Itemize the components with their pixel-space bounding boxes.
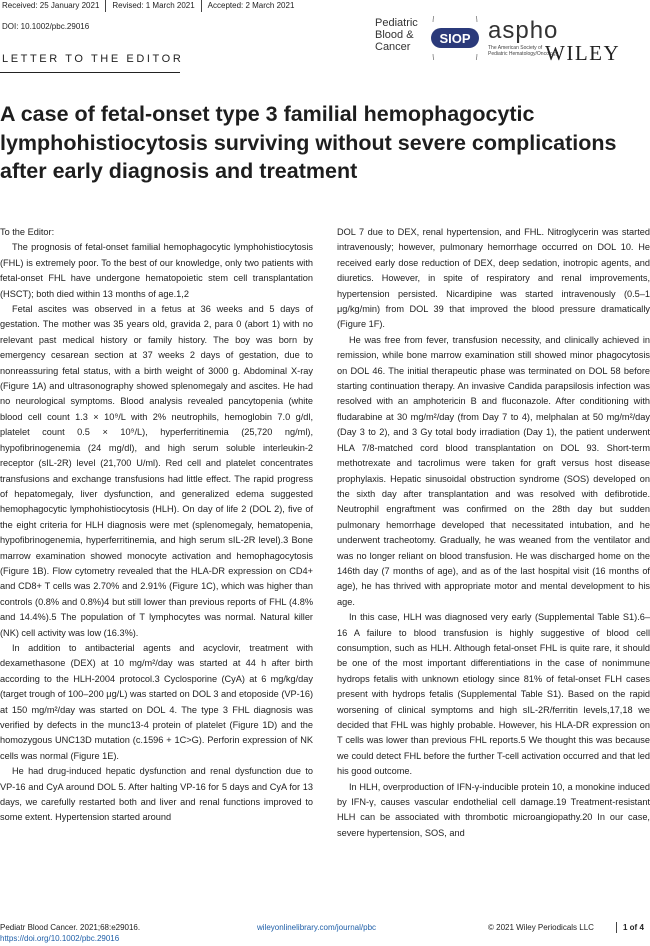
left-column [0, 225, 313, 826]
paragraph: The prognosis of fetal-onset familial hemophagocytic lymphohistiocytosis (FHL) is extremely poor. To the best of our knowledge, only two patients with fetal-onset FHL have undergone hematopoietic stem cell transplantation (HSCT); both died within 13 months of age.1,2 [0, 242, 313, 299]
paragraph: In addition to antibacterial agents and acyclovir, treatment with dexamethasone (DEX) at 10 mg/m²/day was started at 44 h after birth according to the HLH-2004 protocol.3 Cyclosporine (CyA) at 6 mg/kg/day (target trough of 100–200 μg/L) was started on DOL 3 and etoposide (VP-16) at 150 mg/m²/day was started on DOL 4. The type 3 FHL diagnosis was verified by defects in the munc13-4 protein of platelet (Figure 1D) and the homozygous UNC13D mutation (c.1596 + 1C>G). Perforin expression of NK cells was normal (Figure 1E). [0, 642, 313, 761]
footer-copyright: © 2021 Wiley Periodicals LLC [488, 923, 594, 932]
wiley-logo: WILEY [545, 41, 621, 65]
section-label: LETTER TO THE EDITOR [2, 53, 184, 65]
journal-logo-line: Cancer [375, 41, 411, 53]
aspho-subtitle-line: Pediatric Hematology/Oncology [488, 51, 559, 57]
manuscript-dates [0, 0, 300, 12]
footer-journal-link[interactable]: wileyonlinelibrary.com/journal/pbc [257, 923, 377, 932]
article-title: A case of fetal-onset type 3 familial hemophagocytic lymphohistiocytosis surviving without severe complications after early diagnosis and treatment [0, 102, 617, 183]
journal-logo-line: Pediatric [375, 17, 418, 29]
siop-logo-icon [429, 16, 481, 60]
salutation: To the Editor: [0, 227, 55, 237]
section-divider [0, 72, 180, 73]
paragraph: In this case, HLH was diagnosed very early (Supplemental Table S1).6–16 A failure to blood transfusion is highly suggestive of blood cell consumption, such as HLH. Although fetal-onset FHL is quite rare, it should be one of the most important differentiations in the case of nonimmune hydrops fetalis with unknown etiology since 81% of fetal-onset FLH cases present with hydrops fetalis (Supplemental Table S1). Based on the rapid worsening of clinical symptoms and high sIL-2R/ferritin levels,17,18 we decided that FHL was highly probable. However, his HLA-DR expression on T cells was lower than previous FHL reports.5 We thought this was because we could detect FHL before the further T-cell activation occurred and that led his good outcome. [337, 612, 650, 777]
journal-logo [375, 17, 418, 53]
footer-doi-link[interactable]: https://doi.org/10.1002/pbc.29016 [0, 934, 120, 943]
journal-logo-line: Blood & [375, 29, 414, 41]
paragraph: He had drug-induced hepatic dysfunction and renal dysfunction due to VP-16 and CyA around DOL 5. After halting VP-16 for 5 days and CyA for 13 days, we carefully restarted both and liver and renal functions improved to some extent. Hypertension started around [0, 766, 313, 823]
paragraph: In HLH, overproduction of IFN-γ-inducible protein 10, a monokine induced by IFN-γ, causes vascular endothelial cell damage.19 Treatment-resistant HLH can be associated with thrombotic microangiopathy.20 In our case, severe hypertension, SOS, and [337, 781, 650, 838]
received-date: Received: 25 January 2021 [0, 0, 106, 12]
paragraph: He was free from fever, transfusion necessity, and clinically achieved in remission, while bone marrow examination still showed minor phagocytosis on DOL 46. The initial therapeutic phase was terminated on DOL 58 before starting continuation therapy. An invasive Candida parapsilosis infection was resolved with an amphotericin B and fluconazole. After conditioning with fludarabine at 30 mg/m²/day (from Day 7 to 4), melphalan at 50 mg/m²/day (Day 3 to 2), and 3 Gy total body irradiation (Day 1), the patient underwent HLA 7/8-matched cord blood transplantation on DOL 93. Short-term methotrexate and tacrolimus were taken for graft versus host disease prophylaxis. Hepatic sinusoidal obstruction syndrome (SOS) developed on the sixth day after transplantation and was resolved with defibrotide. Neutrophil engraftment was confirmed on the 28th day but sudden pulmonary hemorrhage developed that necessitated intubation, and he underwent tracheotomy. Gradually, he was weaned from the ventilator and was no longer reliant on blood transfusion. He was discharged home on the 146th day (7 months of age), and as of the last hospital visit (16 months of age), he has thrived with appropriate motor and mental development to his age. [337, 334, 650, 607]
paragraph: DOL 7 due to DEX, renal hypertension, and FHL. Nitroglycerin was started intravenously; however, pulmonary hemorrhage occurred on DOL 10. He received early dose reduction of DEX, deep sedation, inotropic agents, and diuretics. However, in spite of respiratory and renal improvements, hypertension persisted. Nicardipine was started intravenously (0.5–1 μg/kg/min) from DOL 39 that improved the blood pressure dramatically (Figure 1F). [337, 227, 650, 330]
revised-date: Revised: 1 March 2021 [106, 0, 201, 12]
footer-citation-block [0, 922, 140, 944]
page-number: 1 of 4 [616, 922, 644, 933]
accepted-date: Accepted: 2 March 2021 [207, 1, 295, 10]
article-doi: DOI: 10.1002/pbc.29016 [2, 22, 90, 31]
footer-citation: Pediatr Blood Cancer. 2021;68:e29016. [0, 923, 141, 932]
right-column [337, 225, 650, 841]
paragraph: Fetal ascites was observed in a fetus at 36 weeks and 5 days of gestation. The mother was 35 years old, gravida 2, para 0 (abort 1) with no relevant past medical history or family history. The boy was born by emergency cesarean section at 37 weeks 2 days of gestation, due to nonreassuring fetal status, with a birth weight of 3000 g. Abdominal X-ray (Figure 1A) and ultrasonography showed splenomegaly and ascites. He had no neurological symptoms. Blood analysis revealed pancytopenia (white blood cell count 1.3 × 10⁹/L with 2% neutrophils, hemoglobin 7.0 g/dl, platelet count 0.5 × 10⁹/L), hyperferritinemia (25,720 ng/ml), hypofibrinogenemia (24 mg/dl), and high serum soluble interleukin-2 receptor (sIL-2R) level (21,700 U/ml). Red cell and platelet concentrates transfusions and exchange transfusions had little effect. The rapid progress of hepatomegaly, liver dysfunction, and generalized edema suggested hemophagocytic lymphohistiocytosis (HLH). On day of life 2 (DOL 2), five of the eight criteria for HLH diagnosis were met (splenomegaly, hematopenia, hypofibrinogenemia, hyperferritinemia, and high serum sIL-2R level).3 Bone marrow examination showed monocyte activation and hemophagocytosis (Figure 1B). Flow cytometry revealed that the HLA-DR expression on CD4+ and CD8+ T cells was 2.70% and 2.91% (Figure 1C), which was higher than controls (0.8% and 0.8%)4 but still lower than previous reports of FHL (4.8% and 14.4%).5 The population of T lymphocytes was normal. Natural killer (NK) cell activity was low (16.3%). [0, 304, 313, 638]
siop-logo-text: SIOP [439, 31, 471, 46]
aspho-subtitle-line: The American Society of [488, 45, 543, 51]
aspho-logo: aspho [488, 17, 559, 44]
